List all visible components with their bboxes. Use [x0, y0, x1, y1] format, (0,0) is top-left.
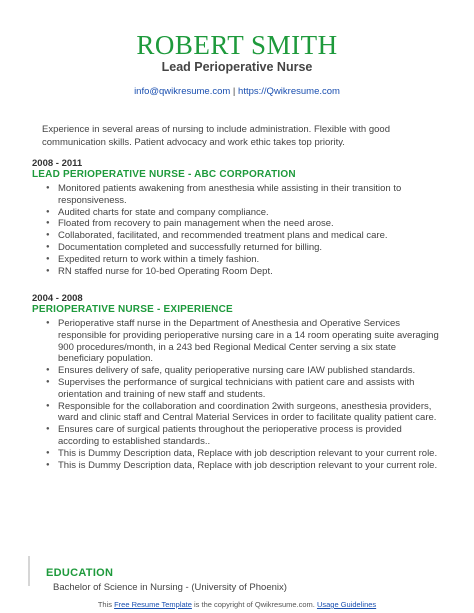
candidate-title: Lead Perioperative Nurse [161, 60, 313, 74]
usage-guidelines-link[interactable]: Usage Guidelines [316, 600, 377, 609]
bullet-item: ● Monitored patients awakening from anesthesia while assisting in their transition to responsiveness. [32, 183, 442, 207]
experience-entry-1 [32, 158, 442, 277]
bullet-item: ● Floated from recovery to pain management when the need arose. [32, 218, 442, 230]
bullet-item: ● Supervises the performance of surgical technicians with patient care and assists with orientation and training of new staff and students. [32, 377, 442, 401]
footer-middle: is the copyright of Qwikresume.com. [191, 600, 317, 609]
experience-bullets [32, 318, 442, 471]
education-heading: EDUCATION [46, 567, 114, 579]
experience-role: LEAD PERIOPERATIVE NURSE - ABC CORPORATION [32, 169, 296, 180]
bullet-item: ● This is Dummy Description data, Replace with job description relevant to your current role. [32, 460, 442, 472]
footer-prefix: This [97, 600, 115, 609]
bullet-item: ● RN staffed nurse for 10-bed Operating Room Dept. [32, 266, 442, 278]
experience-bullets [32, 183, 442, 277]
education-entry: Bachelor of Science in Nursing - (University of Phoenix) [53, 582, 287, 593]
footer-copyright [0, 600, 474, 609]
experience-role: PERIOPERATIVE NURSE - EXIPERIENCE [32, 304, 233, 315]
bullet-item: ● This is Dummy Description data, Replace with job description relevant to your current role. [32, 448, 442, 460]
email-link[interactable]: info@qwikresume.com [134, 86, 231, 97]
free-resume-template-link[interactable]: Free Resume Template [114, 600, 192, 609]
candidate-name: ROBERT SMITH [136, 30, 338, 60]
experience-entry-2 [32, 293, 442, 471]
contact-line [0, 86, 474, 97]
bullet-item: ● Expedited return to work within a timely fashion. [32, 254, 442, 266]
education-accent-bar [28, 556, 30, 586]
bullet-item: ● Ensures delivery of safe, quality perioperative nursing care IAW published standards. [32, 365, 442, 377]
bullet-item: ● Responsible for the collaboration and coordination 2with surgeons, anesthesia providers, ward and clinic staff and Central Material Services in order to facilitate quality patient care. [32, 401, 442, 425]
summary-paragraph: Experience in several areas of nursing to include administration. Flexible with good communication skills. Patient advocacy and work ethic takes top priority. [42, 124, 390, 148]
bullet-item: ● Documentation completed and successfully returned for billing. [32, 242, 442, 254]
bullet-item: ● Collaborated, facilitated, and recommended treatment plans and medical care. [32, 230, 442, 242]
bullet-item: ● Perioperative staff nurse in the Department of Anesthesia and Operative Services responsible for providing perioperative nursing care in a 14 room operating suite averaging 900 procedures/month, in a 243 bed Regional Medical Center serving a six state beneficiary population. [32, 318, 442, 365]
experience-dates: 2008 - 2011 [32, 158, 83, 169]
contact-separator: | [230, 86, 239, 97]
experience-dates: 2004 - 2008 [32, 293, 83, 304]
website-link[interactable]: https://Qwikresume.com [238, 86, 340, 97]
bullet-item: ● Ensures care of surgical patients throughout the perioperative process is provided according to established standards.. [32, 424, 442, 448]
bullet-item: ● Audited charts for state and company compliance. [32, 207, 442, 219]
